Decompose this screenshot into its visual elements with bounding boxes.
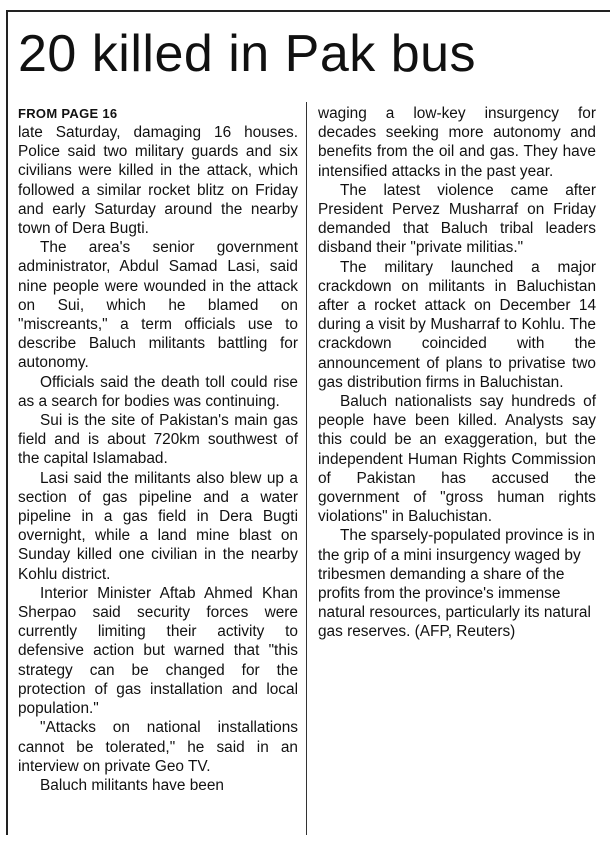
column-divider: [306, 102, 307, 835]
paragraph: The latest violence came after President Pervez Musharraf on Friday demanded that Baluch tribal leaders disband their "private militias.": [318, 181, 596, 257]
paragraph: "Attacks on national installations cannot be tolerated," he said in an interview on private Geo TV.: [18, 719, 298, 775]
paragraph: The sparsely-populated province is in the grip of a mini insurgency waged by tribesmen demanding a share of the profits from the province's immense natural resources, particularly its natural gas reserves. (AFP, Reuters): [318, 527, 595, 641]
paragraph: Baluch militants have been: [40, 776, 224, 794]
paragraph: Sui is the site of Pakistan's main gas field and is about 720km southwest of the capital Islamabad.: [18, 412, 298, 468]
article-column-left: [18, 104, 298, 795]
headline: 20 killed in Pak bus: [18, 25, 477, 83]
left-border-rule: [6, 10, 8, 835]
paragraph: The area's senior government administrator, Abdul Samad Lasi, said nine people were wounded in the attack on Sui, which he blamed on "miscreants," a term officials use to describe Baluch militants battling for autonomy.: [18, 239, 298, 372]
paragraph: The military launched a major crackdown on militants in Baluchistan after a rocket attack on December 14 during a visit by Musharraf to Kohlu. The crackdown coincided with the announcement of plans to privatise two gas distribution firms in Baluchistan.: [318, 258, 596, 391]
paragraph: Interior Minister Aftab Ahmed Khan Sherpao said security forces were currently limiting their activity to defensive action but warned that "this strategy can be changed for the protection of gas installation and local population.": [18, 584, 298, 718]
paragraph: Lasi said the militants also blew up a section of gas pipeline and a water pipeline in a gas field in Dera Bugti overnight, while a land mine blast on Sunday killed one civilian in the nearby Kohlu district.: [18, 469, 298, 583]
top-border-rule: [6, 10, 610, 12]
paragraph: Officials said the death toll could rise as a search for bodies was continuing.: [18, 373, 298, 410]
article-column-right: [318, 104, 596, 642]
paragraph: waging a low-key insurgency for decades seeking more autonomy and benefits from the oil and gas. They have intensified attacks in the past year.: [318, 105, 596, 180]
continuation-kicker: FROM PAGE 16: [18, 106, 118, 121]
paragraph: Baluch nationalists say hundreds of people have been killed. Analysts say this could be an exaggeration, but the independent Human Rights Commission of Pakistan has accused the government of "gross human rights violations" in Baluchistan.: [318, 393, 596, 526]
paragraph: late Saturday, damaging 16 houses. Police said two military guards and six civilians were killed in the attack, which followed a similar rocket blitz on Friday and early Saturday around the nearby town of Dera Bugti.: [18, 124, 298, 238]
